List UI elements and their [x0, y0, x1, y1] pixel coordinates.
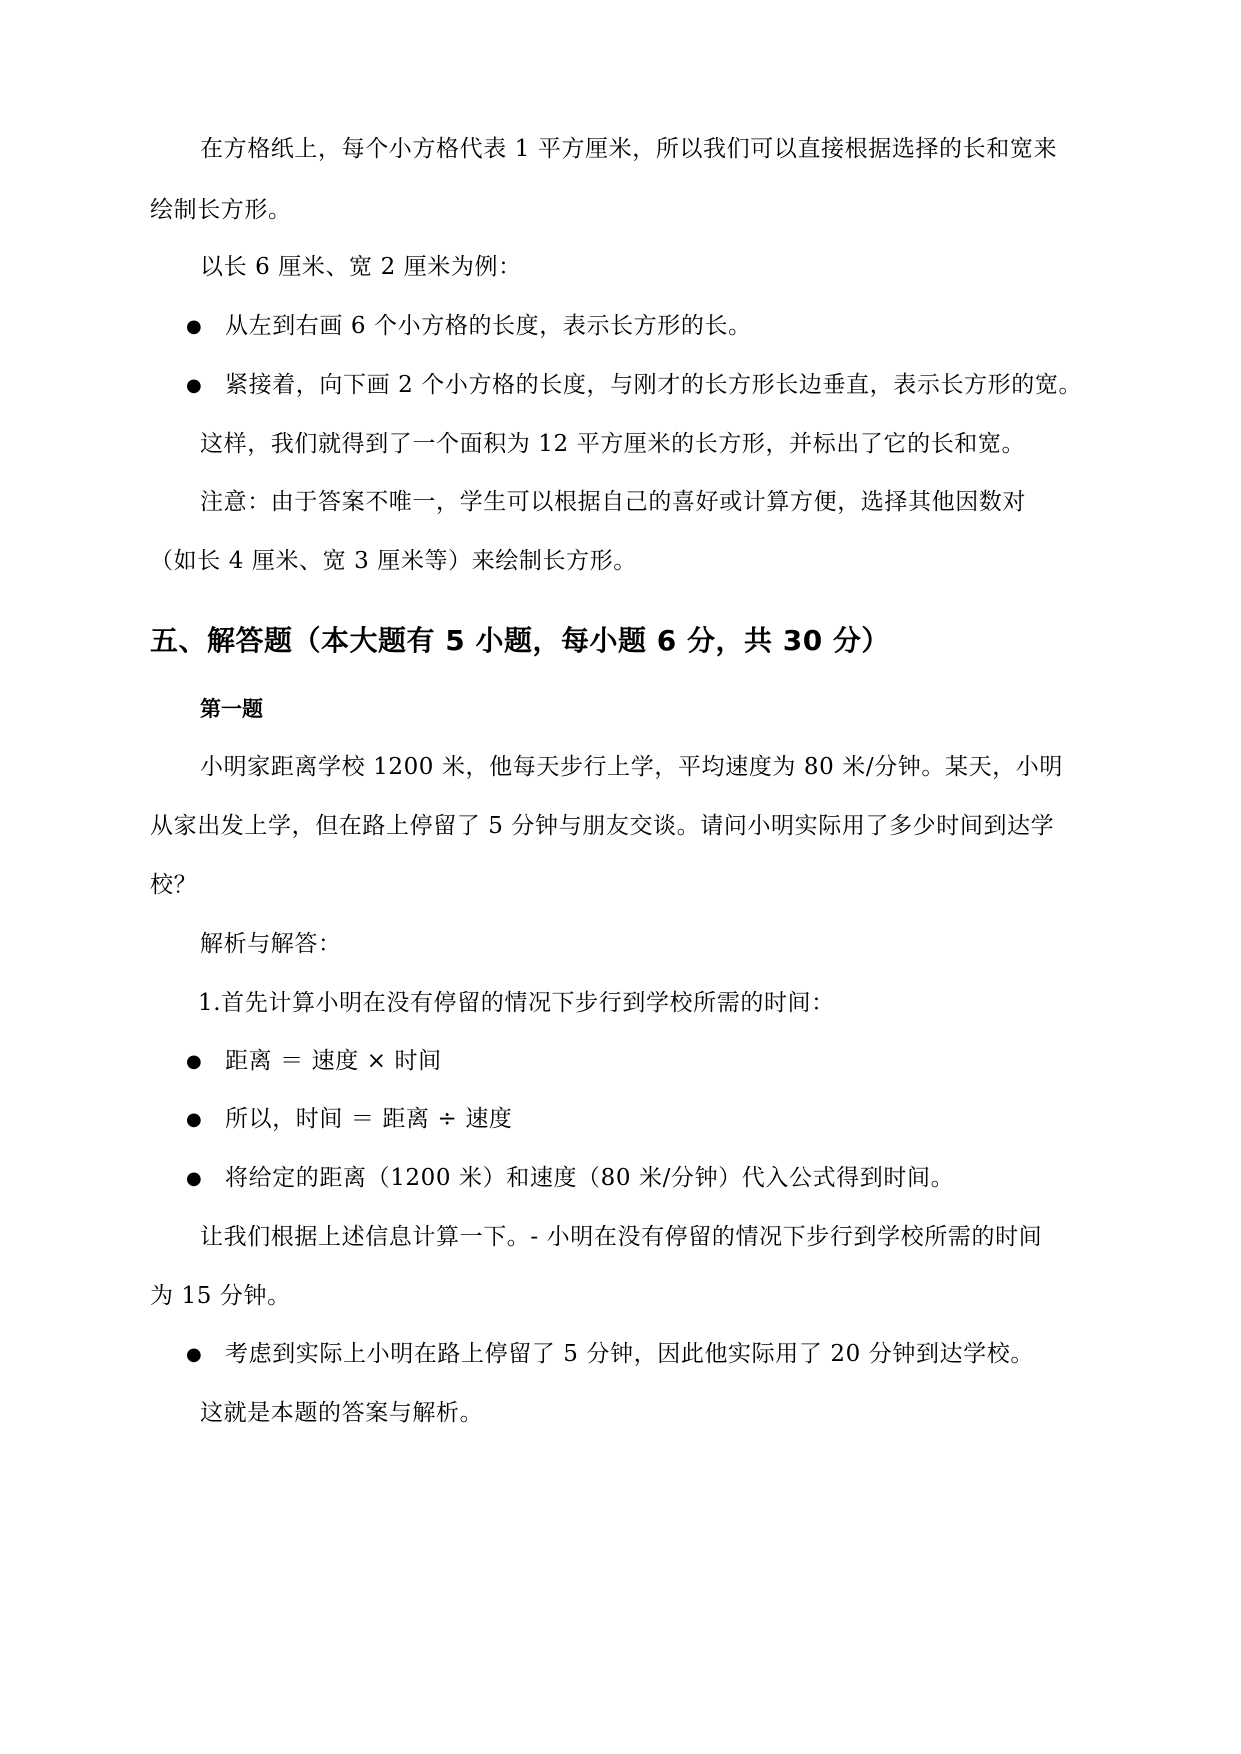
paragraph-line: 注意：由于答案不唯一，学生可以根据自己的喜好或计算方便，选择其他因数对	[200, 489, 1026, 515]
bullet-dot: ●	[186, 1344, 202, 1365]
question-text-line: 小明家距离学校 1200 米，他每天步行上学，平均速度为 80 米/分钟。某天，小明	[200, 754, 1063, 780]
bullet-dot: ●	[186, 316, 202, 337]
list-item: 将给定的距离（1200 米）和速度（80 米/分钟）代入公式得到时间。	[225, 1165, 955, 1191]
list-item: 从左到右画 6 个小方格的长度，表示长方形的长。	[225, 313, 752, 339]
section-title: 五、解答题（本大题有 5 小题，每小题 6 分，共 30 分）	[150, 624, 890, 657]
paragraph-line: （如长 4 厘米、宽 3 厘米等）来绘制长方形。	[150, 548, 637, 574]
list-item: 紧接着，向下画 2 个小方格的长度，与刚才的长方形长边垂直，表示长方形的宽。	[225, 372, 1083, 398]
bullet-dot: ●	[186, 1109, 202, 1130]
question-text-line: 校？	[150, 872, 198, 898]
paragraph-line: 绘制长方形。	[150, 197, 292, 223]
question-text-line: 从家出发上学，但在路上停留了 5 分钟与朋友交谈。请问小明实际用了多少时间到达学	[150, 813, 1055, 839]
paragraph: 这样，我们就得到了一个面积为 12 平方厘米的长方形，并标出了它的长和宽。	[200, 431, 1026, 457]
list-item: 所以，时间 ＝ 距离 ÷ 速度	[225, 1106, 513, 1132]
question-label: 第一题	[200, 697, 263, 721]
list-item: 距离 ＝ 速度 × 时间	[225, 1048, 442, 1074]
list-item: 考虑到实际上小明在路上停留了 5 分钟，因此他实际用了 20 分钟到达学校。	[225, 1341, 1034, 1367]
paragraph-line: 在方格纸上，每个小方格代表 1 平方厘米，所以我们可以直接根据选择的长和宽来	[200, 136, 1058, 162]
bullet-dot: ●	[186, 375, 202, 396]
bullet-dot: ●	[186, 1168, 202, 1189]
analysis-label: 解析与解答：	[200, 931, 342, 957]
step-text: 1.首先计算小明在没有停留的情况下步行到学校所需的时间：	[198, 990, 835, 1016]
conclusion-text: 这就是本题的答案与解析。	[200, 1400, 484, 1426]
calc-text-line: 让我们根据上述信息计算一下。- 小明在没有停留的情况下步行到学校所需的时间	[200, 1224, 1043, 1250]
calc-text-line: 为 15 分钟。	[150, 1283, 291, 1309]
paragraph: 以长 6 厘米、宽 2 厘米为例：	[200, 254, 522, 280]
bullet-dot: ●	[186, 1051, 202, 1072]
